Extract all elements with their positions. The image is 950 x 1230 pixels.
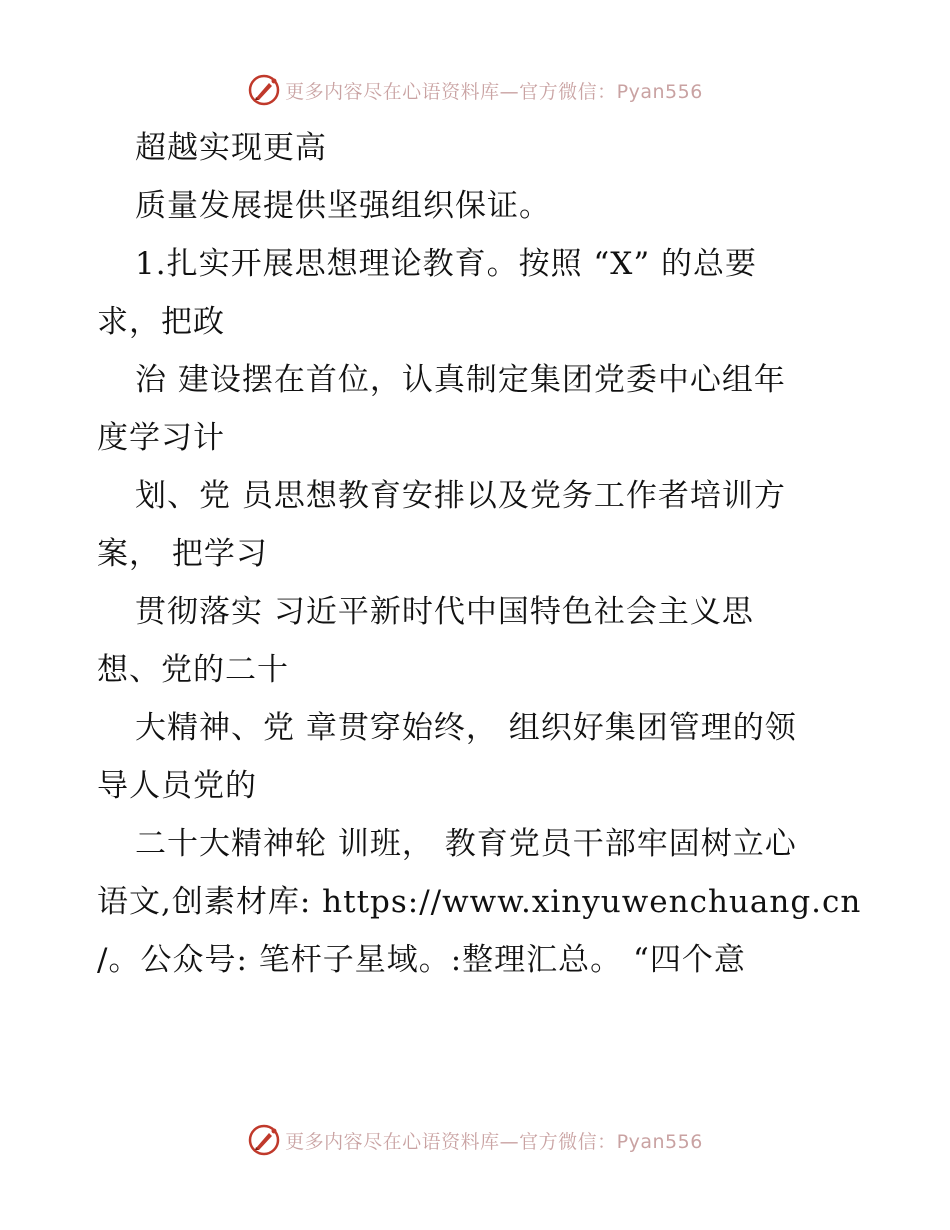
text-line: 治 建设摆在首位，认真制定集团党委中心组年 [135, 362, 786, 398]
text-line: /。公众号: 笔杆子星域。:整理汇总。 “四个意 [97, 942, 746, 978]
text-line: 大精神、党 章贯穿始终， 组织好集团管理的领 [135, 710, 797, 746]
text-line: 贯彻落实 习近平新时代中国特色社会主义思 [135, 594, 754, 630]
text-line: 质量发展提供坚强组织保证。 [135, 188, 551, 224]
header-banner-text: 更多内容尽在心语资料库—官方微信：Pyan556 [285, 80, 703, 103]
footer-banner-text: 更多内容尽在心语资料库—官方微信：Pyan556 [285, 1130, 703, 1153]
text-line: 超越实现更高 [135, 130, 327, 166]
header-watermark-banner [0, 70, 950, 110]
pen-logo-icon [247, 73, 281, 107]
text-line: 案， 把学习 [97, 536, 268, 572]
text-line: 二十大精神轮 训班， 教育党员干部牢固树立心 [135, 826, 797, 862]
footer-watermark-banner [0, 1120, 950, 1160]
text-line: 度学习计 [97, 420, 225, 456]
text-line: 语文,创素材库: https://www.xinyuwenchuang.cn [97, 884, 862, 920]
text-line: 导人员党的 [97, 768, 257, 804]
text-line: 1.扎实开展思想理论教育。按照 “X” 的总要 [135, 246, 758, 282]
text-line: 划、党 员思想教育安排以及党务工作者培训方 [135, 478, 786, 514]
text-line: 求，把政 [97, 304, 225, 340]
pen-logo-icon [247, 1123, 281, 1157]
text-line: 想、党的二十 [97, 652, 289, 688]
